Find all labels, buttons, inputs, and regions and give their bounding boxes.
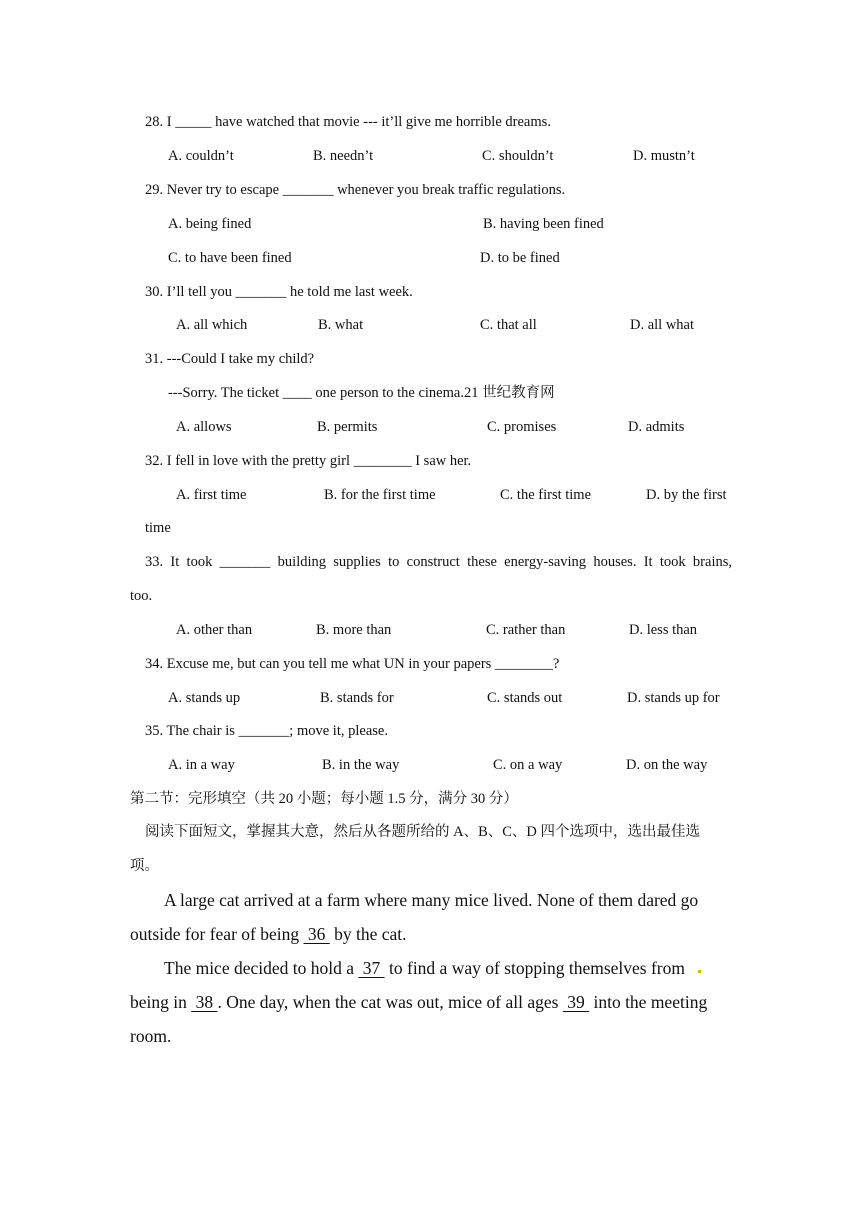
question-33-stem: 33. It took _______ building supplies to construct these energy-saving houses. It took brains,	[145, 554, 732, 570]
passage-text: being in	[130, 992, 192, 1012]
question-34-stem: 34. Excuse me, but can you tell me what UN in your papers ________?	[145, 656, 560, 672]
passage-p2-line3: room.	[130, 1026, 172, 1046]
q33-option-c: C. rather than	[486, 622, 566, 638]
passage-text: outside for fear of being	[130, 924, 304, 944]
q33-option-d: D. less than	[629, 622, 698, 638]
q31-option-d: D. admits	[628, 419, 685, 435]
q34-option-a: A. stands up	[168, 690, 241, 706]
q31-option-c: C. promises	[487, 419, 557, 435]
blank-36: 36	[303, 924, 330, 944]
decorative-dot	[698, 970, 701, 973]
passage-p2-line2	[130, 991, 707, 1013]
question-35-stem: 35. The chair is _______; move it, please.	[145, 723, 388, 739]
q30-option-b: B. what	[318, 317, 364, 333]
q34-option-d: D. stands up for	[627, 690, 720, 706]
blank-39: 39	[562, 992, 590, 1012]
question-31-stem: 31. ---Could I take my child?	[145, 351, 315, 367]
q32-option-d: D. by the first	[646, 487, 727, 503]
q28-option-d: D. mustn’t	[633, 148, 695, 164]
blank-38: 38	[191, 992, 218, 1012]
q34-option-b: B. stands for	[320, 690, 394, 706]
section-2-instruction-cont: 项。	[130, 858, 159, 874]
passage-text: . One day, when the cat was out, mice of all ages	[217, 992, 563, 1012]
q30-option-d: D. all what	[630, 317, 695, 333]
section-2-heading: 第二节：完形填空（共 20 小题；每小题 1.5 分，满分 30 分）	[130, 791, 518, 807]
q33-option-b: B. more than	[316, 622, 392, 638]
question-33-stem-cont: too.	[130, 588, 153, 604]
q30-option-c: C. that all	[480, 317, 537, 333]
q33-option-a: A. other than	[176, 622, 253, 638]
q32-option-c: C. the first time	[500, 487, 592, 503]
q35-option-d: D. on the way	[626, 757, 708, 773]
q29-option-b: B. having been fined	[483, 216, 604, 232]
passage-p1-line2	[130, 923, 407, 945]
passage-text: by the cat.	[329, 924, 407, 944]
q29-option-a: A. being fined	[168, 216, 252, 232]
q28-option-b: B. needn’t	[313, 148, 374, 164]
question-31-stem-reply: ---Sorry. The ticket ____ one person to the cinema.21 世纪教育网	[168, 385, 555, 401]
q32-option-b: B. for the first time	[324, 487, 436, 503]
q32-option-d-wrap: time	[145, 520, 171, 536]
blank-37: 37	[358, 958, 385, 978]
passage-p1-line1: A large cat arrived at a farm where many mice lived. None of them dared go	[164, 890, 699, 910]
passage-text: into the meeting	[589, 992, 708, 1012]
question-29-stem: 29. Never try to escape _______ whenever you break traffic regulations.	[145, 182, 566, 198]
passage-p2-line1	[164, 957, 685, 979]
q35-option-c: C. on a way	[493, 757, 563, 773]
q29-option-d: D. to be fined	[480, 250, 560, 266]
q28-option-c: C. shouldn’t	[482, 148, 554, 164]
section-2-instruction: 阅读下面短文，掌握其大意，然后从各题所给的 A、B、C、D 四个选项中，选出最佳选	[145, 824, 701, 840]
q32-option-a: A. first time	[176, 487, 247, 503]
question-30-stem: 30. I’ll tell you _______ he told me last week.	[145, 284, 413, 300]
question-28-stem: 28. I _____ have watched that movie --- it’ll give me horrible dreams.	[145, 114, 551, 130]
q35-option-a: A. in a way	[168, 757, 235, 773]
q34-option-c: C. stands out	[487, 690, 563, 706]
q29-option-c: C. to have been fined	[168, 250, 292, 266]
question-32-stem: 32. I fell in love with the pretty girl ________ I saw her.	[145, 453, 472, 469]
q30-option-a: A. all which	[176, 317, 248, 333]
q31-option-a: A. allows	[176, 419, 232, 435]
passage-text: The mice decided to hold a	[164, 958, 359, 978]
q28-option-a: A. couldn’t	[168, 148, 234, 164]
q31-option-b: B. permits	[317, 419, 378, 435]
q35-option-b: B. in the way	[322, 757, 400, 773]
passage-text: to find a way of stopping themselves from	[384, 958, 685, 978]
